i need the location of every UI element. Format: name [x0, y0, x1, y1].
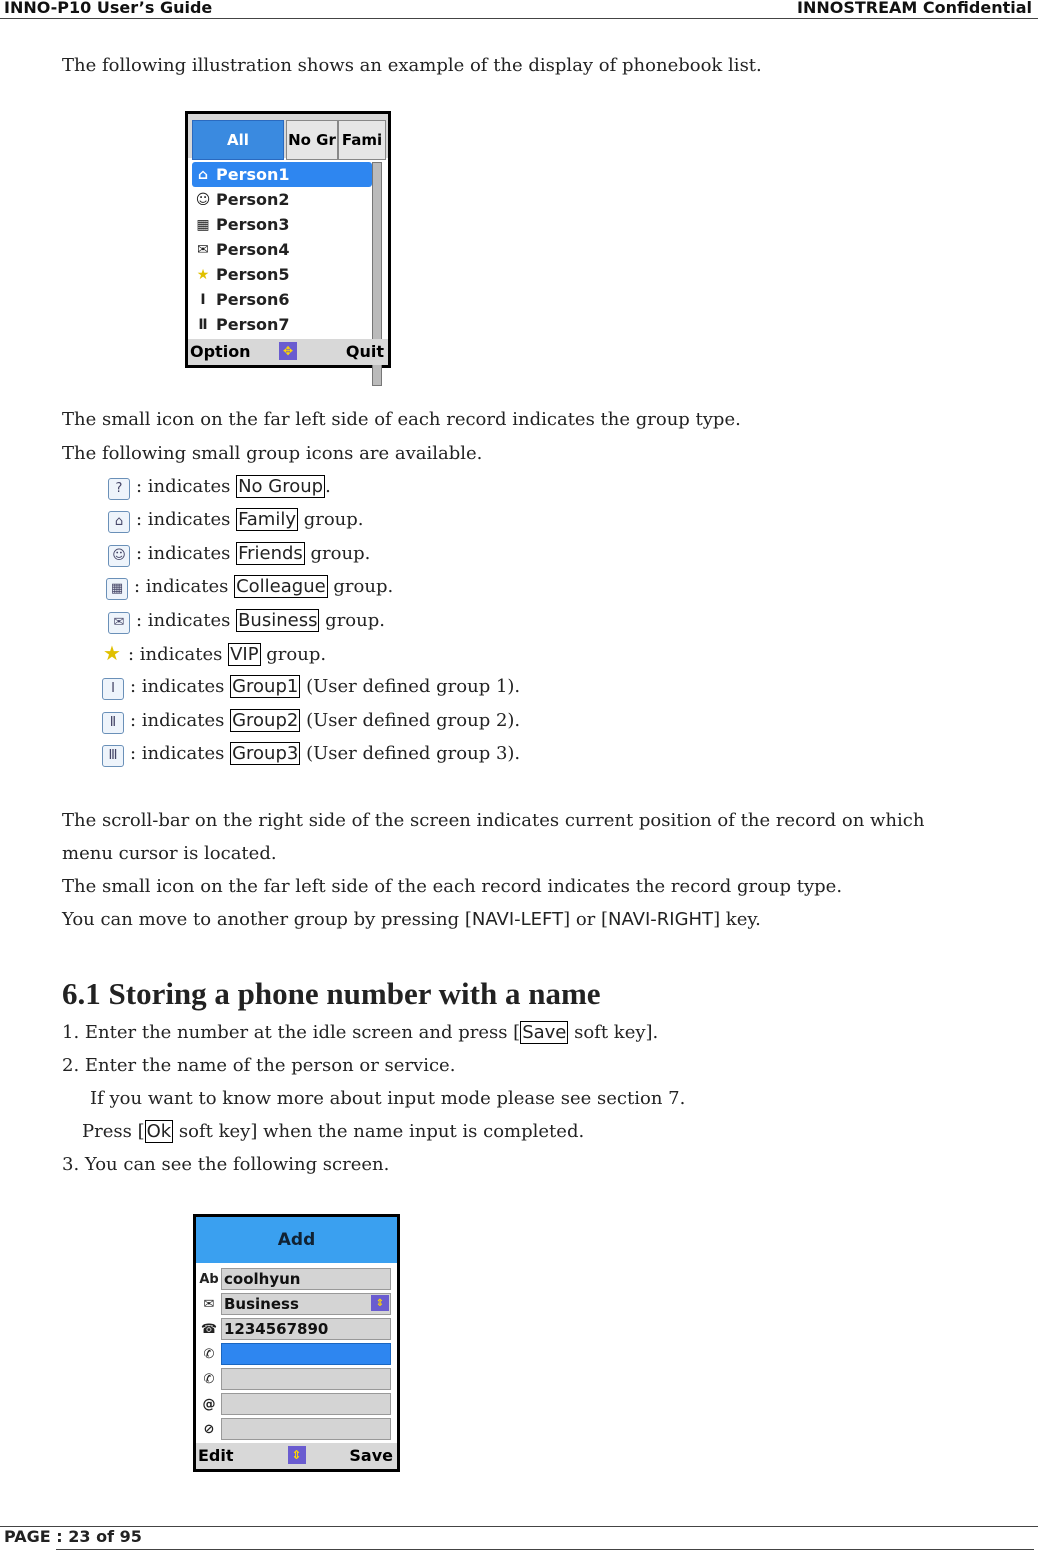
save-soft-key: Save	[349, 1446, 393, 1465]
group-name: Friends	[238, 542, 303, 564]
handset-icon: ✆	[203, 1371, 215, 1387]
mobile-field: 1234567890	[221, 1318, 391, 1340]
name-icon: Ab	[199, 1271, 219, 1287]
step-2-press: Press [ Ok soft key] when the name input is completed.	[82, 1121, 585, 1142]
briefcase-icon: ✉	[108, 612, 130, 634]
no-icon: ⊘	[203, 1421, 215, 1437]
list-item: ☺ Person2	[195, 190, 290, 209]
face-icon: ☺	[195, 191, 211, 208]
step-2: 2. Enter the name of the person or service.	[62, 1055, 456, 1076]
mobile-field-row	[200, 1318, 391, 1340]
group-legend-item: Ⅱ : indicates Group2 (User defined group 2).	[102, 710, 520, 734]
name-field-row	[200, 1268, 391, 1290]
list-item: ★ Person5	[192, 262, 372, 287]
list-item: ▦ Person3	[192, 212, 372, 237]
desc-line-1: The small icon on the far left side of each record indicates the group type.	[62, 409, 741, 430]
scroll-text-4: You can move to another group by pressing [NAVI-LEFT] or [NAVI-RIGHT] key.	[62, 909, 761, 930]
soft-key-bar	[188, 339, 388, 365]
other-field	[221, 1418, 391, 1440]
save-key-label: Save	[522, 1022, 567, 1043]
group-name: Group2	[232, 709, 299, 731]
group-field: Business ⇕	[221, 1293, 391, 1315]
add-screen-title: Add	[196, 1217, 397, 1263]
star-icon: ★	[196, 266, 210, 283]
group-legend-item: ☺ : indicates Friends group.	[108, 543, 370, 567]
step-2-note: If you want to know more about input mode please see section 7.	[90, 1088, 686, 1109]
header-title: INNO-P10 User’s Guide	[4, 0, 213, 17]
house-icon: ⌂	[108, 511, 130, 533]
group-name: VIP	[230, 644, 259, 665]
list-item: ✉ Person4	[192, 237, 372, 262]
scroll-text-1: The scroll-bar on the right side of the screen indicates current position of the record on which	[62, 810, 925, 831]
group-legend-item: ▦ : indicates Colleague group.	[106, 576, 393, 600]
face-icon: ☺	[108, 545, 130, 567]
page-number: PAGE : 23 of 95	[4, 1527, 142, 1546]
group3-icon: Ⅲ	[102, 745, 124, 767]
group-name: Group3	[232, 743, 299, 765]
group-name: Business	[238, 609, 318, 631]
group2-icon: Ⅱ	[102, 712, 124, 734]
spin-icon: ⇕	[288, 1446, 306, 1464]
other-field-row	[200, 1418, 391, 1440]
group1-icon: Ⅰ	[200, 291, 206, 308]
phonebook-list-screenshot	[185, 111, 391, 368]
group-legend-item: ? : indicates No Group .	[108, 476, 331, 500]
group-name: Family	[238, 509, 296, 531]
group-legend-item: ★ : indicates VIP group.	[103, 641, 327, 665]
step-1: 1. Enter the number at the idle screen and press [ Save soft key].	[62, 1022, 659, 1043]
group-legend-item: Ⅲ : indicates Group3 (User defined group 3).	[102, 743, 520, 767]
group-legend-item: Ⅰ : indicates Group1 (User defined group 1).	[102, 676, 520, 700]
scroll-text-2: menu cursor is located.	[62, 843, 277, 864]
tab-family: Fami	[338, 120, 386, 160]
handset-icon: ✆	[203, 1346, 215, 1362]
briefcase-icon: ✉	[197, 241, 209, 258]
house-icon: ⌂	[197, 166, 209, 183]
email-icon: @	[202, 1396, 216, 1412]
group-tabs	[188, 114, 388, 158]
email-field	[221, 1393, 391, 1415]
group-legend-item: ⌂ : indicates Family group.	[108, 509, 364, 533]
list-item: ⌂ Person1	[192, 162, 372, 187]
question-icon: ?	[108, 478, 130, 500]
record-list	[192, 162, 372, 337]
group1-icon: Ⅰ	[102, 678, 124, 700]
tab-no-group: No Gr	[286, 120, 338, 160]
navi-left-key: NAVI-LEFT	[471, 909, 564, 930]
quit-soft-key: Quit	[345, 342, 384, 361]
add-contact-screenshot	[193, 1214, 400, 1472]
email-field-row	[200, 1393, 391, 1415]
star-icon: ★	[103, 641, 121, 665]
tab-all: All	[192, 120, 284, 160]
list-item: Ⅰ Person6	[192, 287, 372, 312]
briefcase-icon: ✉	[203, 1296, 215, 1312]
name-field: coolhyun	[221, 1268, 391, 1290]
group-field-row	[200, 1293, 391, 1315]
group-name: Colleague	[236, 576, 326, 598]
navi-icon: ✥	[279, 342, 297, 360]
home-field-row	[200, 1343, 391, 1365]
group-name: No Group	[238, 476, 324, 497]
phone-icon: ☎	[200, 1321, 218, 1337]
intro-text: The following illustration shows an example of the display of phonebook list.	[62, 55, 762, 76]
page-footer	[0, 1526, 1038, 1551]
scroll-text-3: The small icon on the far left side of the each record indicates the record group type.	[62, 876, 843, 897]
navi-right-key: NAVI-RIGHT	[608, 909, 714, 930]
list-item: Ⅱ Person7	[192, 312, 372, 337]
home-field	[221, 1343, 391, 1365]
page-header	[0, 0, 1038, 19]
group2-icon: Ⅱ	[198, 316, 208, 333]
section-title: 6.1 Storing a phone number with a name	[62, 976, 601, 1011]
header-confidential: INNOSTREAM Confidential	[797, 0, 1032, 17]
ok-key-label: Ok	[146, 1121, 172, 1142]
edit-soft-key: Edit	[198, 1446, 234, 1465]
option-soft-key: Option	[190, 342, 251, 361]
office-field	[221, 1368, 391, 1390]
group-name: Group1	[232, 676, 299, 698]
building-icon: ▦	[196, 216, 210, 233]
step-3: 3. You can see the following screen.	[62, 1154, 390, 1175]
spin-icon: ⇕	[371, 1295, 389, 1311]
soft-key-bar	[196, 1443, 397, 1469]
group-legend-item: ✉ : indicates Business group.	[108, 610, 385, 634]
desc-line-2: The following small group icons are available.	[62, 443, 483, 464]
office-field-row	[200, 1368, 391, 1390]
building-icon: ▦	[106, 578, 128, 600]
